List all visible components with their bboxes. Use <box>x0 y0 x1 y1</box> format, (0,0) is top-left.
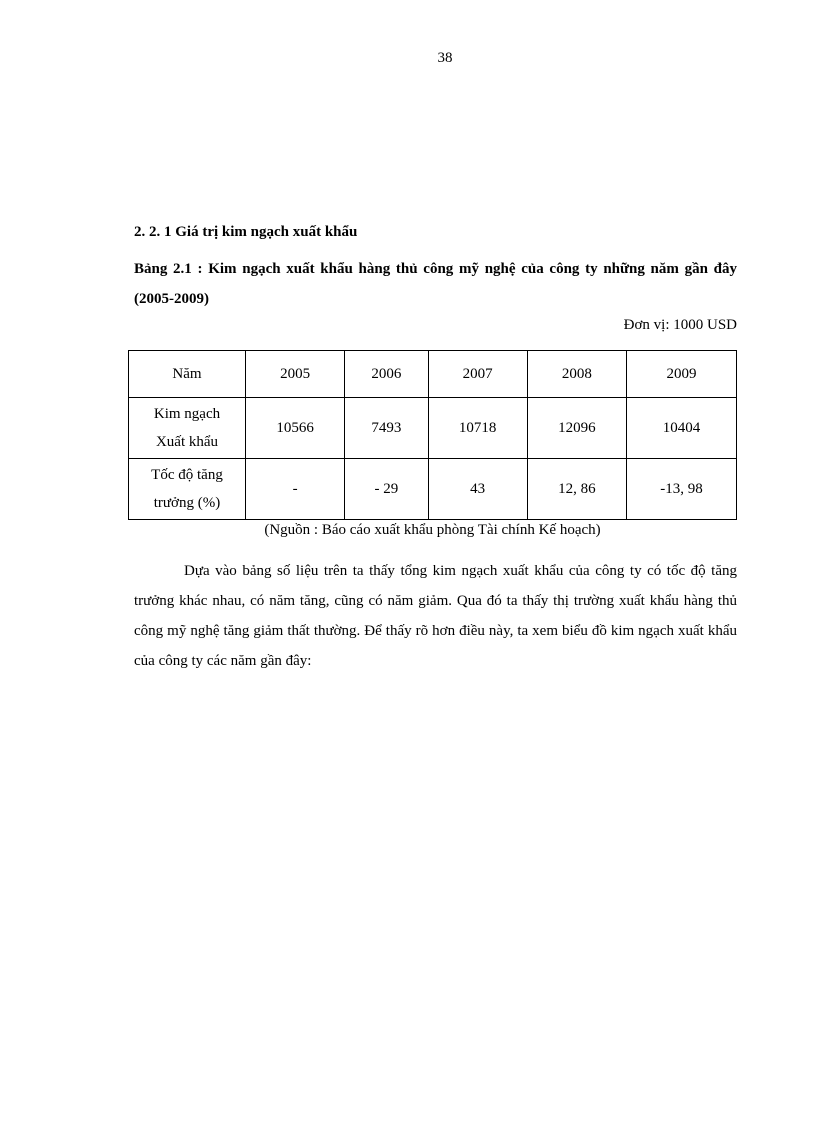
header-cell-2007: 2007 <box>428 351 527 398</box>
table-cell: - <box>246 459 345 520</box>
row-label-export-value <box>129 398 246 459</box>
row-label-line: trưởng (%) <box>153 495 221 511</box>
table-row-export-value <box>129 398 737 459</box>
table-row-growth-rate <box>129 459 737 520</box>
row-label-line: Tốc độ tăng <box>151 467 223 483</box>
export-turnover-table <box>128 350 737 520</box>
header-cell-year: Năm <box>129 351 246 398</box>
table-source-note: (Nguồn : Báo cáo xuất khẩu phòng Tài chính Kế hoạch) <box>264 522 601 538</box>
unit-label: Đơn vị: 1000 USD <box>623 317 737 333</box>
table-cell: 10566 <box>246 398 345 459</box>
table-cell: 43 <box>428 459 527 520</box>
table-cell: 12096 <box>527 398 626 459</box>
header-cell-2009: 2009 <box>627 351 737 398</box>
table-header-row <box>129 351 737 398</box>
table-cell: 7493 <box>345 398 428 459</box>
table-cell: 10404 <box>627 398 737 459</box>
page-number: 38 <box>437 50 453 66</box>
header-cell-2005: 2005 <box>246 351 345 398</box>
body-paragraph: Dựa vào bảng số liệu trên ta thấy tổng kim ngạch xuất khẩu của công ty có tốc độ tăng trưởng khác nhau, có năm tăng, cũng có năm giảm. Qua đó ta thấy thị trường xuất khẩu hàng thủ công mỹ nghệ tăng giảm thất thường. Để thấy rõ hơn điều này, ta xem biểu đồ kim ngạch xuất khẩu của công ty các năm gần đây: <box>134 563 737 669</box>
table-caption: Bảng 2.1 : Kim ngạch xuất khẩu hàng thủ công mỹ nghệ của công ty những năm gần đây (2005-2009) <box>134 261 737 307</box>
table-cell: 12, 86 <box>527 459 626 520</box>
header-cell-2006: 2006 <box>345 351 428 398</box>
row-label-line: Kim ngạch <box>153 406 221 422</box>
section-heading: 2. 2. 1 Giá trị kim ngạch xuất khẩu <box>134 224 358 240</box>
header-cell-2008: 2008 <box>527 351 626 398</box>
table-cell: -13, 98 <box>627 459 737 520</box>
row-label-line: Xuất khẩu <box>155 434 219 450</box>
table-cell: - 29 <box>345 459 428 520</box>
table-cell: 10718 <box>428 398 527 459</box>
row-label-growth-rate <box>129 459 246 520</box>
